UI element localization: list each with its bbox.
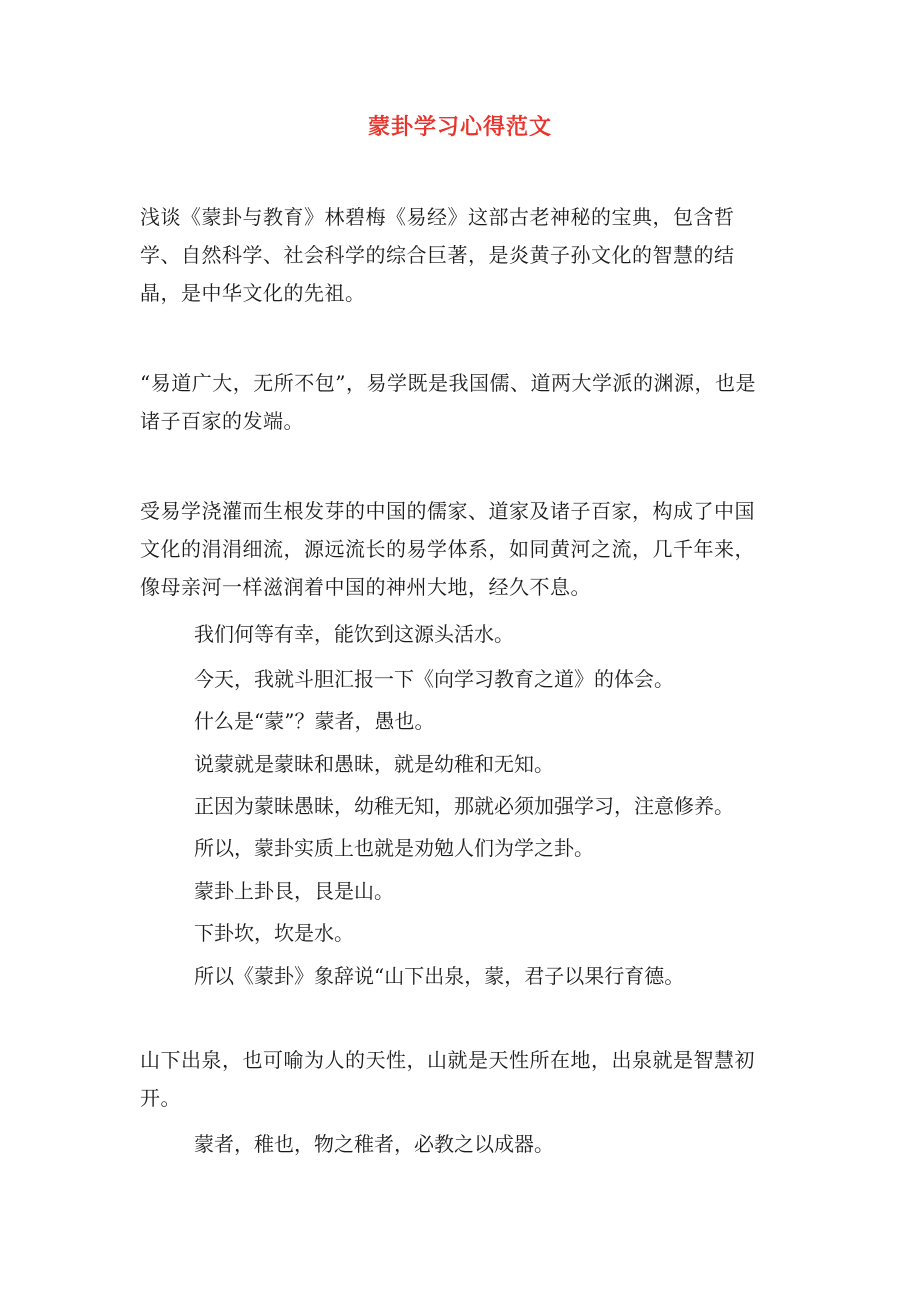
paragraph-4: [140, 1041, 772, 1117]
indented-line: 说蒙就是蒙昧和愚昧，就是幼稚和无知。: [194, 752, 554, 776]
indented-line: 蒙卦上卦艮，艮是山。: [194, 879, 394, 903]
indented-line: 今天，我就斗胆汇报一下《向学习教育之道》的体会。: [194, 667, 674, 691]
paragraph-1: [140, 198, 772, 312]
indented-line: 所以《蒙卦》象辞说“山下出泉，蒙，君子以果行育德。: [194, 964, 685, 988]
paragraph-2: [140, 364, 772, 440]
document-title: 蒙卦学习心得范文: [367, 114, 552, 140]
indented-line: 什么是“蒙”？蒙者，愚也。: [194, 709, 435, 733]
paragraph-text: 受易学浇灌而生根发芽的中国的儒家、道家及诸子百家，构成了中国文化的涓涓细流，源远流长的易学体系，如同黄河之流，几千年来，像母亲河一样滋润着中国的神州大地，经久不息。: [140, 499, 755, 599]
indented-line: 我们何等有幸，能饮到这源头活水。: [194, 622, 514, 646]
paragraph-3: [140, 492, 772, 606]
indented-line: 蒙者，稚也，物之稚者，必教之以成器。: [194, 1132, 554, 1156]
indented-line: 所以，蒙卦实质上也就是劝勉人们为学之卦。: [194, 836, 594, 860]
indented-line: 正因为蒙昧愚昧，幼稚无知，那就必须加强学习，注意修养。: [194, 794, 734, 818]
paragraph-text: 山下出泉，也可喻为人的天性，山就是天性所在地，出泉就是智慧初开。: [140, 1048, 755, 1110]
paragraph-text: 浅谈《蒙卦与教育》林碧梅《易经》这部古老神秘的宝典，包含哲学、自然科学、社会科学的综合巨著，是炎黄子孙文化的智慧的结晶，是中华文化的先祖。: [140, 205, 735, 305]
paragraph-text: “易道广大，无所不包”，易学既是我国儒、道两大学派的渊源，也是诸子百家的发端。: [140, 371, 756, 433]
indented-line: 下卦坎，坎是水。: [194, 921, 354, 945]
